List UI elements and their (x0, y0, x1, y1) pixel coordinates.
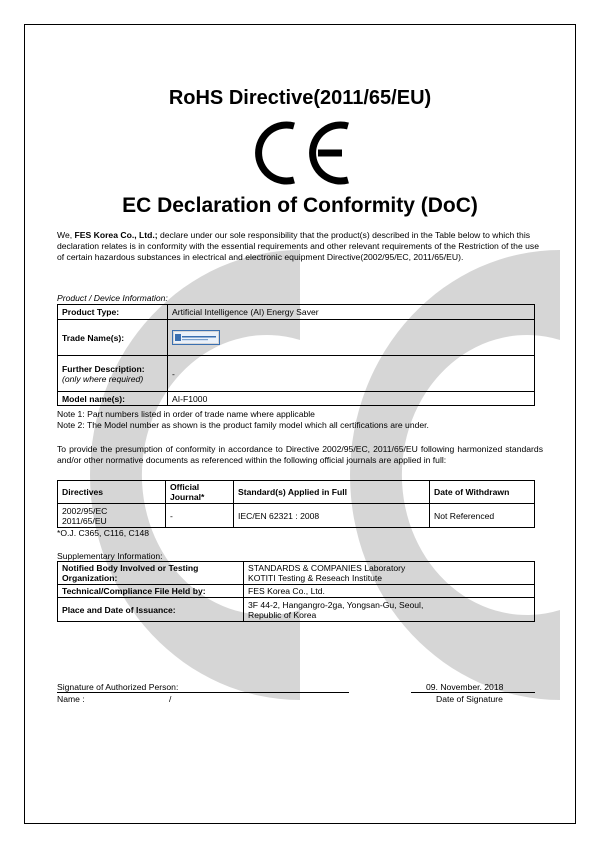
product-type-label: Product Type: (58, 305, 168, 320)
notified-line-2: KOTITI Testing & Reseach Institute (248, 573, 383, 583)
place-line-2: Republic of Korea (248, 609, 317, 620)
tech-file-value: FES Korea Co., Ltd. (244, 585, 535, 598)
note-1: Note 1: Part numbers listed in order of trade name where applicable (57, 409, 315, 419)
note-2: Note 2: The Model number as shown is the product family model which all certifications are under. (57, 420, 429, 430)
place-date-value (244, 598, 535, 622)
col-date-withdrawn: Date of Withdrawn (430, 481, 535, 504)
signature-line (57, 692, 349, 693)
col-official-journal: Official Journal* (166, 481, 234, 504)
directive-line-1: 2002/95/EC (62, 505, 108, 516)
product-type-value: Artificial Intelligence (AI) Energy Saver (168, 305, 535, 320)
directive-line-2: 2011/65/EU (62, 515, 107, 526)
col-directives: Directives (58, 481, 166, 504)
intro-prefix: We, (57, 230, 75, 240)
intro-paragraph (57, 230, 547, 263)
declaration-title: EC Declaration of Conformity (DoC) (122, 194, 478, 217)
name-separator: / (169, 694, 172, 704)
directive-title: RoHS Directive(2011/65/EU) (168, 87, 432, 109)
further-description-value: - (168, 356, 535, 392)
directives-table (57, 480, 535, 528)
supplementary-table (57, 561, 535, 622)
journal-footnote: *O.J. C365, C116, C148 (57, 528, 150, 538)
tech-file-label: Technical/Compliance File Held by: (58, 585, 244, 598)
notified-line-1: STANDARDS & COMPANIES Laboratory (248, 563, 406, 573)
standard-cell: IEC/EN 62321 : 2008 (234, 504, 430, 528)
further-italic: (only where required) (62, 373, 144, 384)
trade-name-label: Trade Name(s): (58, 320, 168, 356)
further-description-label (58, 356, 168, 392)
col-standards: Standard(s) Applied in Full (234, 481, 430, 504)
company-name: FES Korea Co., Ltd.; (74, 230, 158, 240)
withdrawn-cell: Not Referenced (430, 504, 535, 528)
journal-cell: - (166, 504, 234, 528)
date-line (411, 692, 535, 693)
presumption-paragraph: To provide the presumption of conformity in accordance to Directive 2002/95/EC, 2011/65/EU following harmonized standards and/or other normative documents as referenced within the following official journals are applied in full: (57, 444, 543, 465)
date-of-signature-label: Date of Signature (436, 694, 503, 704)
supplementary-label: Supplementary Information: (57, 551, 163, 561)
notified-body-value (244, 562, 535, 585)
signature-date: 09. November. 2018 (426, 682, 504, 692)
place-date-label: Place and Date of Issuance: (58, 598, 244, 622)
notified-body-label: Notified Body Involved or Testing Organization: (58, 562, 244, 585)
further-bold: Further Description: (62, 363, 145, 374)
directive-cell (58, 504, 166, 528)
fes-korea-logo (172, 330, 220, 345)
product-table (57, 304, 535, 406)
product-section-label: Product / Device Information: (57, 293, 168, 303)
ce-mark-icon (246, 120, 354, 186)
model-name-label: Model name(s): (58, 392, 168, 406)
model-name-value: AI-F1000 (168, 392, 535, 406)
name-label: Name : (57, 694, 85, 704)
trade-name-cell (168, 320, 535, 356)
place-line-1: 3F 44-2, Hangangro-2ga, Yongsan-Gu, Seoul, (248, 599, 424, 610)
intro-body: declare under our sole responsibility that the product(s) described in the Table below to which this declaration relates is in conformity with the essential requirements and other relevant requirements of the Restriction of the use of certain hazardous substances in electrical and electronic equipment Directive(2002/95/EC, 2011/65/EU). (57, 230, 539, 262)
signature-label: Signature of Authorized Person: (57, 682, 179, 692)
